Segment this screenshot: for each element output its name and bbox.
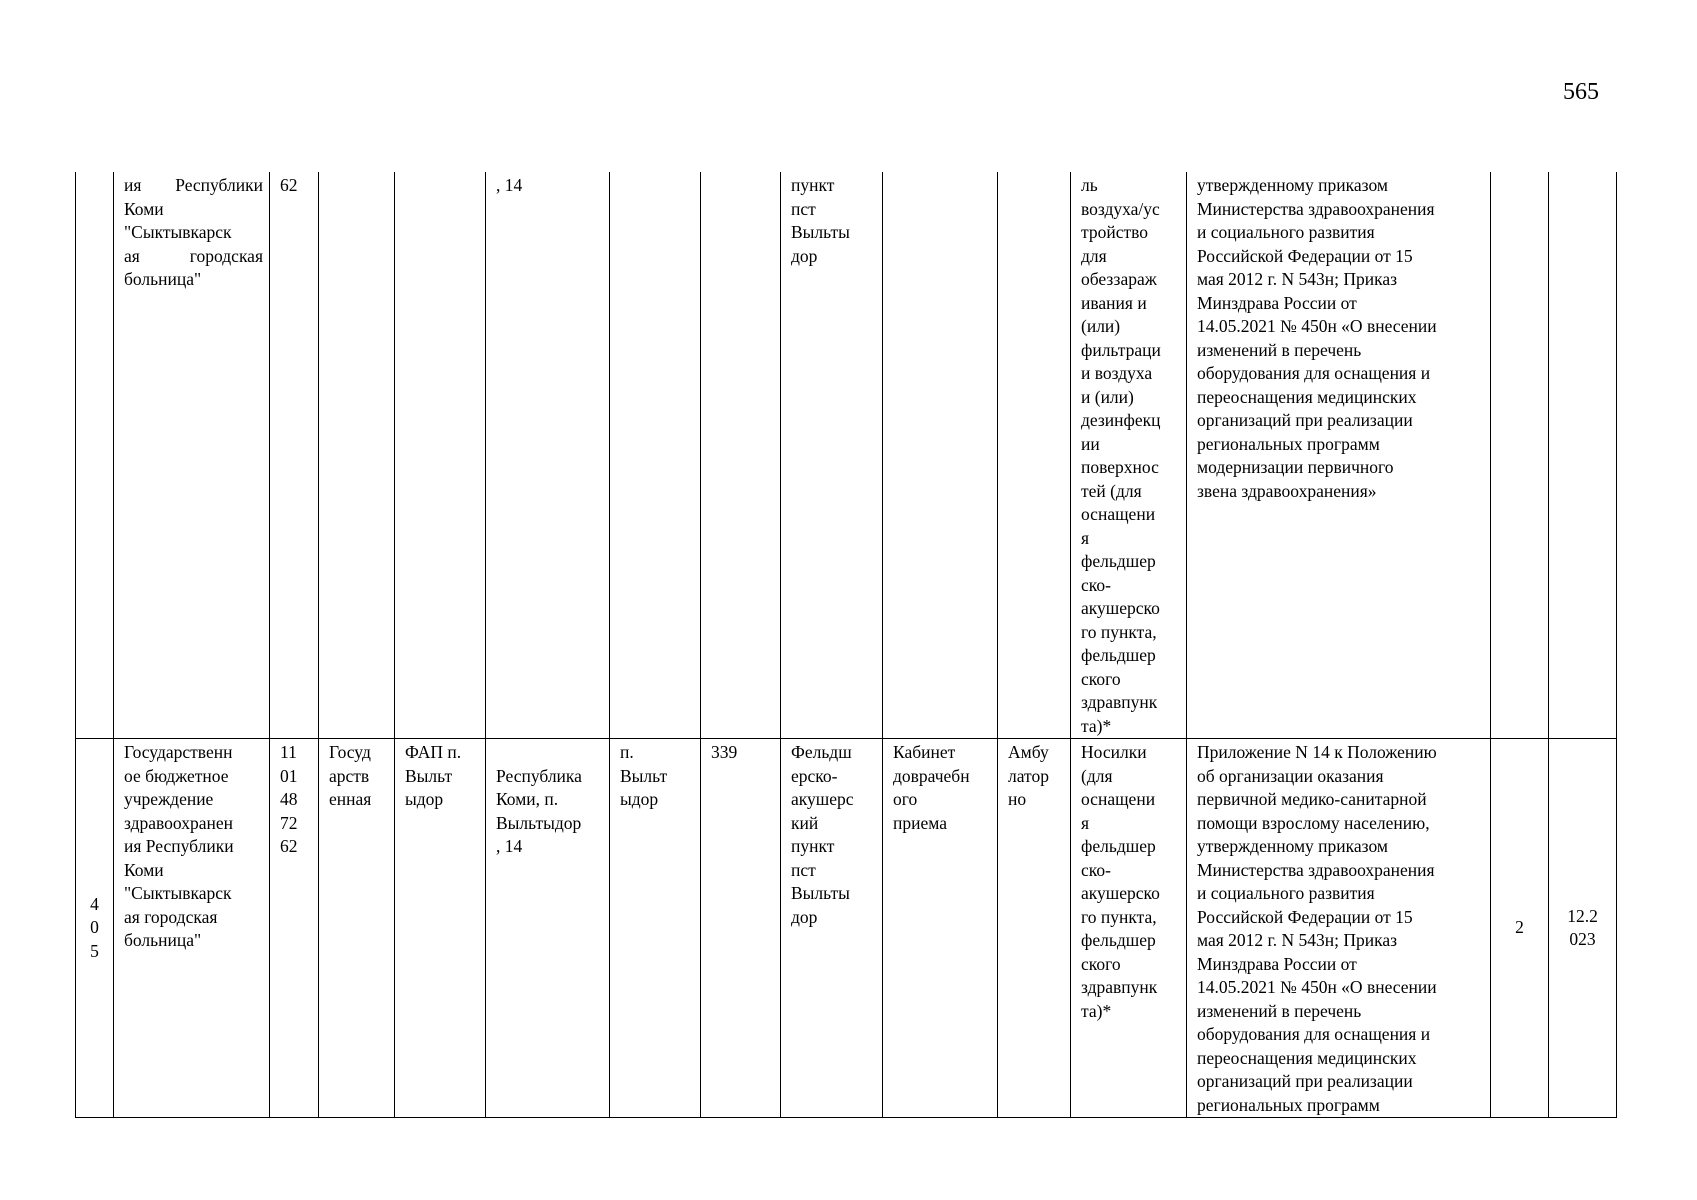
care-conditions-cell (998, 172, 1071, 739)
equipment-table (75, 172, 1617, 1118)
code-cell (701, 172, 781, 739)
organization-line: ая городская (124, 245, 263, 266)
address-cell: , 14 (486, 172, 610, 739)
room-cell (883, 172, 998, 739)
locality-cell (610, 172, 701, 739)
inn-cell: 11 01 48 72 62 (270, 739, 319, 1118)
table-row (76, 172, 1617, 739)
page-number: 565 (1563, 79, 1599, 105)
date-cell: 12.2 023 (1549, 739, 1617, 1118)
organization-line: Коми "Сыктывкарск (124, 198, 232, 242)
care-conditions-cell: Амбу латор но (998, 739, 1071, 1118)
organization-line: ия Республики (124, 175, 263, 195)
row-number-cell: 4 0 5 (76, 739, 114, 1118)
facility-cell: ФАП п. Выльт ыдор (395, 739, 486, 1118)
ownership-cell: Госуд арств енная (319, 739, 395, 1118)
organization-cell: Государственн ое бюджетное учреждение здравоохранен ия Республики Коми "Сыктывкарск ая городская больница" (114, 739, 270, 1118)
unit-type-cell: Фельдш ерско- акушерс кий пункт пст Выльты дор (781, 739, 883, 1118)
row-number-cell (76, 172, 114, 739)
table-row (76, 739, 1617, 1118)
normative-cell: утвержденному приказом Министерства здравоохранения и социального развития Российской Федерации от 15 мая 2012 г. N 543н; Приказ Минздрава России от 14.05.2021 № 450н «О внесении изменений в перечень оборудования для оснащения и переоснащения медицинских организаций при реализации региональных программ модернизации первичного звена здравоохранения» (1187, 172, 1491, 739)
inn-cell: 62 (270, 172, 319, 739)
unit-type-cell: пункт пст Выльты дор (781, 172, 883, 739)
ownership-cell (319, 172, 395, 739)
room-cell: Кабинет доврачебн ого приема (883, 739, 998, 1118)
quantity-cell (1491, 172, 1549, 739)
organization-line: больница" (124, 269, 202, 289)
quantity-cell: 2 (1491, 739, 1549, 1118)
locality-cell: п. Выльт ыдор (610, 739, 701, 1118)
equipment-cell: Носилки (для оснащени я фельдшер ско- акушерско го пункта, фельдшер ского здравпунк та)* (1071, 739, 1187, 1118)
organization-cell (114, 172, 270, 739)
code-cell: 339 (701, 739, 781, 1118)
normative-cell: Приложение N 14 к Положению об организации оказания первичной медико-санитарной помощи взрослому населению, утвержденному приказом Министерства здравоохранения и социального развития Российской Федерации от 15 мая 2012 г. N 543н; Приказ Минздрава России от 14.05.2021 № 450н «О внесении изменений в перечень оборудования для оснащения и переоснащения медицинских организаций при реализации региональных программ (1187, 739, 1491, 1118)
date-cell (1549, 172, 1617, 739)
facility-cell (395, 172, 486, 739)
equipment-cell: ль воздуха/ус тройство для обеззараж ивания и (или) фильтраци и воздуха и (или) дезинфекц ии поверхнос тей (для оснащени я фельдшер ско- акушерско го пункта, фельдшер ского здравпунк та)* (1071, 172, 1187, 739)
address-cell: Республика Коми, п. Выльтыдор , 14 (486, 739, 610, 1118)
